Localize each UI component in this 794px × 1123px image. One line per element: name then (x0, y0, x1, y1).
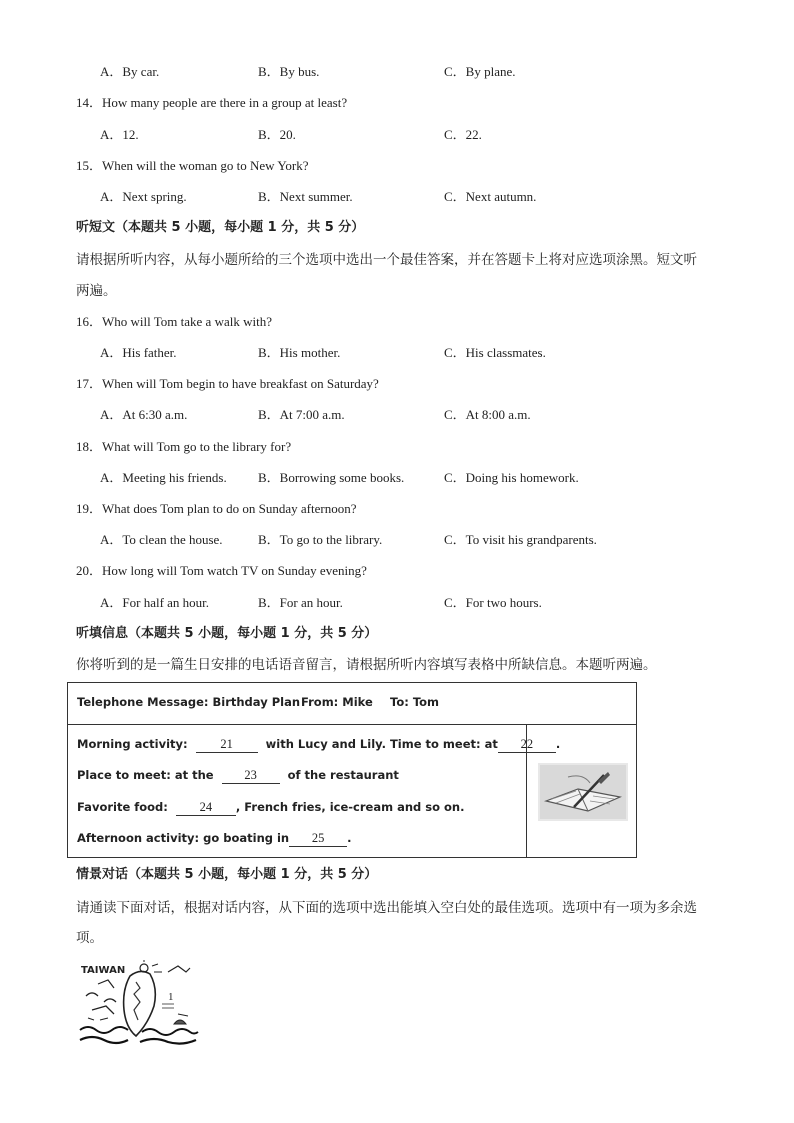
blank-25[interactable]: 25 (289, 831, 347, 847)
q14-stem: 14．How many people are there in a group at least? (76, 95, 348, 110)
row-text: , French fries, ice-cream and so on. (235, 800, 465, 814)
q20-option-b: B．For an hour. (258, 595, 343, 610)
table-row-afternoon (77, 831, 352, 847)
taiwan-label: TAIWAN (81, 965, 126, 976)
q15-option-c: C．Next autumn. (444, 189, 537, 204)
section-heading-dialogue: 情景对话（本题共 5 小题，每小题 1 分，共 5 分） (76, 867, 378, 882)
table-row-food (77, 800, 464, 816)
q19-option-a: A．To clean the house. (100, 532, 223, 547)
q14-option-c: C．22. (444, 127, 482, 142)
table-title: Telephone Message: Birthday Plan (77, 695, 301, 709)
q15-option-a: A．Next spring. (100, 189, 187, 204)
q13-option-c: C．By plane. (444, 64, 516, 79)
q20-option-a: A．For half an hour. (100, 595, 210, 610)
q18-stem: 18．What will Tom go to the library for? (76, 439, 292, 454)
q15-option-b: B．Next summer. (258, 189, 353, 204)
row-end: . (347, 831, 352, 845)
section-instruction-line2: 两遍。 (76, 283, 117, 299)
q18-option-c: C．Doing his homework. (444, 470, 579, 485)
blank-23[interactable]: 23 (222, 768, 280, 784)
q17-option-c: C．At 8:00 a.m. (444, 407, 531, 422)
q15-stem: 15．When will the woman go to New York? (76, 158, 309, 173)
q17-stem: 17．When will Tom begin to have breakfast on Saturday? (76, 376, 379, 391)
q14-option-b: B．20. (258, 127, 296, 142)
taiwan-map-illustration (78, 958, 200, 1046)
table-row-place (77, 768, 399, 784)
telephone-message-table (67, 682, 637, 858)
row-label: Afternoon activity: go boating in (77, 831, 290, 845)
q16-option-a: A．His father. (100, 345, 177, 360)
q20-option-c: C．For two hours. (444, 595, 542, 610)
row-label: Morning activity: (77, 737, 188, 751)
row-end: . (555, 737, 561, 751)
q17-option-b: B．At 7:00 a.m. (258, 407, 345, 422)
blank-22[interactable]: 22 (498, 737, 556, 753)
row-text: with Lucy and Lily. Time to meet: at (265, 737, 498, 751)
q17-option-a: A．At 6:30 a.m. (100, 407, 188, 422)
section-fill-info-instruction: 你将听到的是一篇生日安排的电话语音留言，请根据所听内容填写表格中所缺信息。本题听两遍。 (76, 657, 657, 673)
blank-24[interactable]: 24 (176, 800, 236, 816)
row-label: Favorite food: (77, 800, 168, 814)
q16-option-c: C．His classmates. (444, 345, 546, 360)
q20-stem: 20．How long will Tom watch TV on Sunday evening? (76, 563, 367, 578)
section-heading-short-passage: 听短文（本题共 5 小题，每小题 1 分，共 5 分） (76, 220, 365, 235)
q19-option-b: B．To go to the library. (258, 532, 383, 547)
q13-option-a: A．By car. (100, 64, 160, 79)
q19-option-c: C．To visit his grandparents. (444, 532, 597, 547)
row-label: Place to meet: at the (77, 768, 214, 782)
section-dialogue-instruction-line2: 项。 (76, 930, 103, 946)
blank-21[interactable]: 21 (196, 737, 258, 753)
table-from: From: Mike (301, 695, 373, 709)
table-header-row (68, 683, 636, 725)
table-row-morning (77, 737, 560, 753)
row-text: of the restaurant (287, 768, 399, 782)
book-pen-illustration (538, 763, 628, 821)
q18-option-b: B．Borrowing some books. (258, 470, 405, 485)
section-heading-fill-info: 听填信息（本题共 5 小题，每小题 1 分，共 5 分） (76, 626, 378, 641)
q13-option-b: B．By bus. (258, 64, 320, 79)
q16-option-b: B．His mother. (258, 345, 341, 360)
q16-stem: 16．Who will Tom take a walk with? (76, 314, 272, 329)
section-dialogue-instruction-line1: 请通读下面对话，根据对话内容，从下面的选项中选出能填入空白处的最佳选项。选项中有一项为多余选 (76, 900, 697, 916)
q14-option-a: A．12. (100, 127, 139, 142)
taiwan-mark: 1 (168, 991, 174, 1003)
q19-stem: 19．What does Tom plan to do on Sunday afternoon? (76, 501, 357, 516)
table-to: To: Tom (390, 695, 440, 709)
section-instruction-line1: 请根据所听内容，从每小题所给的三个选项中选出一个最佳答案，并在答题卡上将对应选项涂黑。短文听 (76, 252, 697, 268)
q18-option-a: A．Meeting his friends. (100, 470, 227, 485)
